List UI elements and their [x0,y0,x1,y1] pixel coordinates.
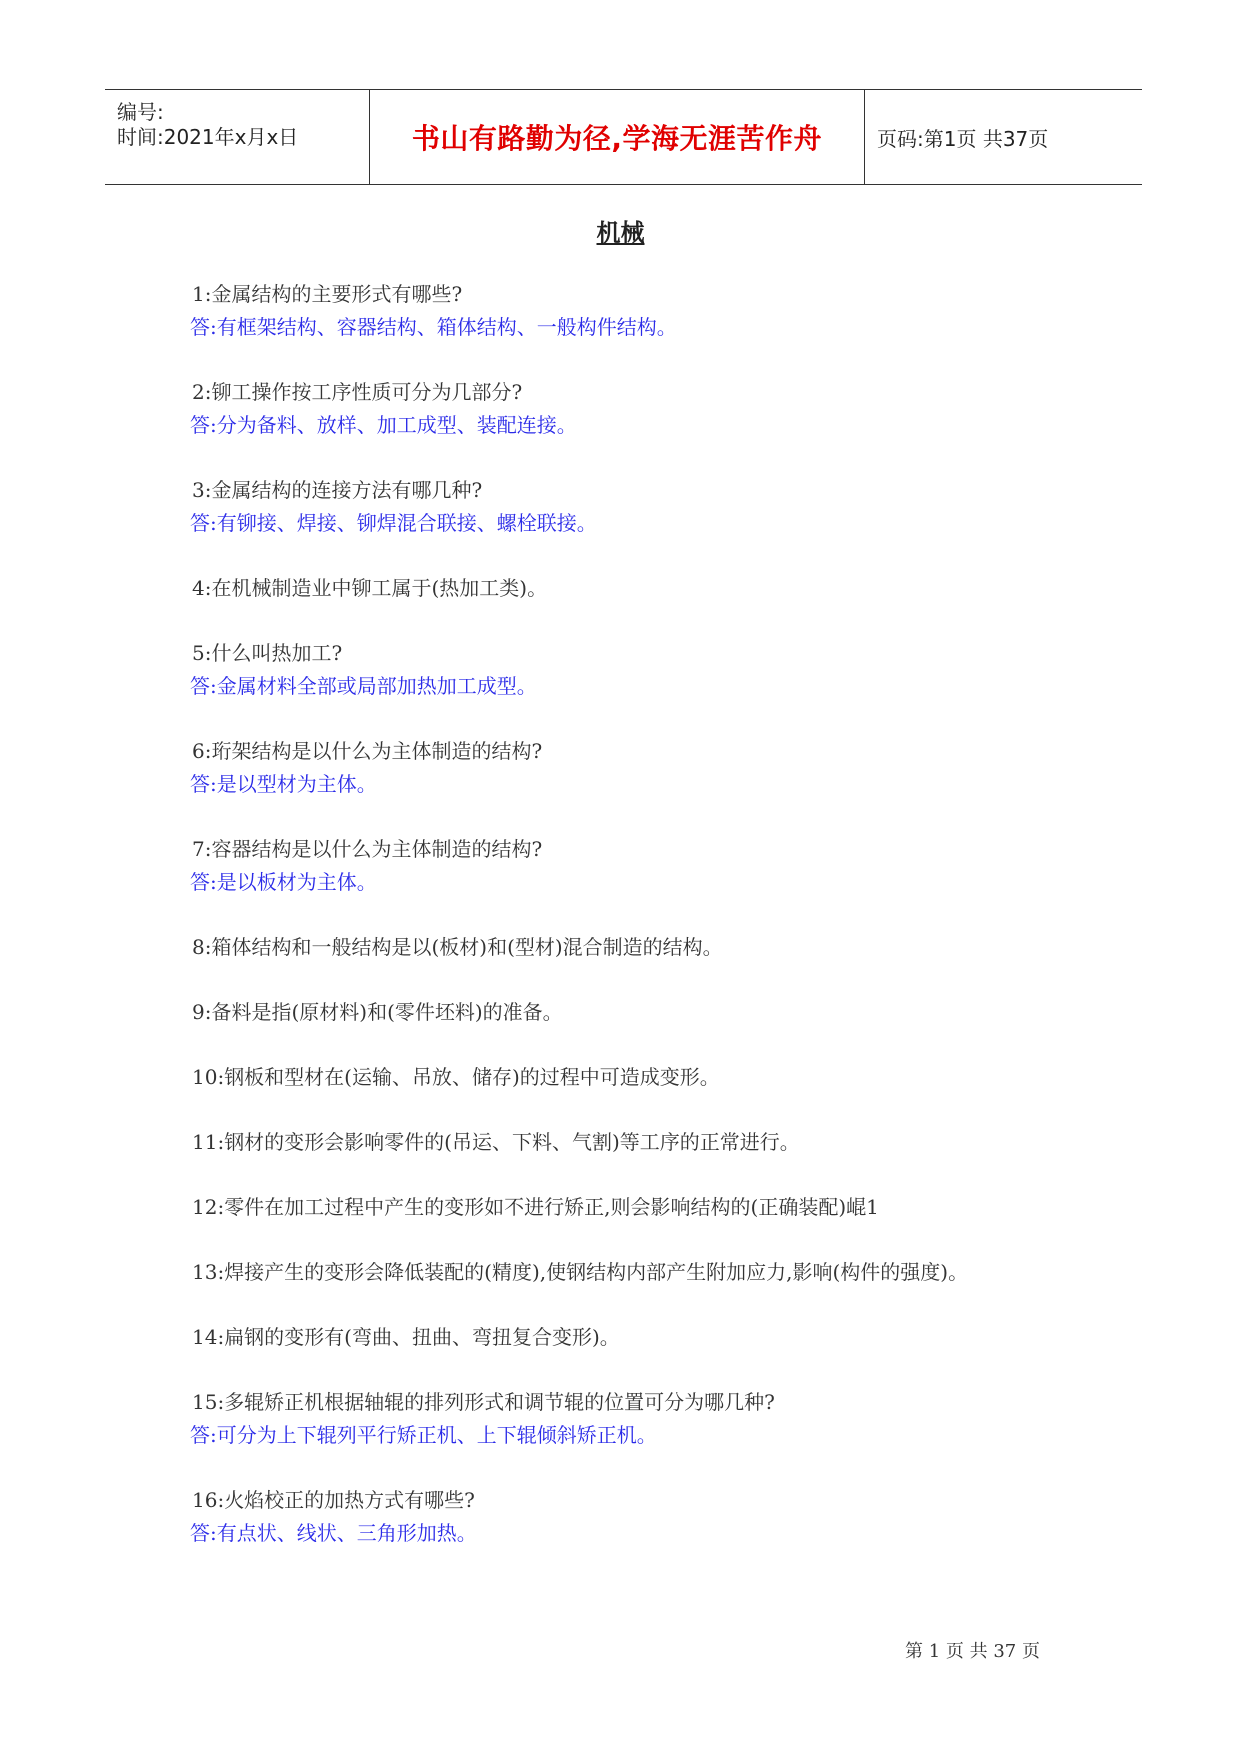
answer-text: 答:有铆接、焊接、铆焊混合联接、螺栓联接。 [190,511,597,535]
qa-item [190,1321,1070,1354]
page-title: 机械 [596,218,645,247]
qa-item [190,1191,1070,1224]
question-text: 9:备料是指(原材料)和(零件坯料)的准备。 [192,1000,563,1024]
question-text: 12:零件在加工过程中产生的变形如不进行矫正,则会影响结构的(正确装配)崐1 [192,1195,879,1219]
answer-text: 答:是以板材为主体。 [190,870,377,894]
answer-text: 答:可分为上下辊列平行矫正机、上下辊倾斜矫正机。 [190,1423,657,1447]
qa-item [190,1126,1070,1159]
qa-item [190,376,1070,442]
question-text: 8:箱体结构和一般结构是以(板材)和(型材)混合制造的结构。 [192,935,723,959]
answer-text: 答:有框架结构、容器结构、箱体结构、一般构件结构。 [190,315,677,339]
question-text: 5:什么叫热加工? [192,641,343,665]
qa-list [190,278,1070,1582]
question-text: 1:金属结构的主要形式有哪些? [192,282,463,306]
header-table [105,89,1142,185]
answer-text: 答:有点状、线状、三角形加热。 [190,1521,477,1545]
qa-item [190,474,1070,540]
qa-item [190,996,1070,1029]
motto-text: 书山有路勤为径,学海无涯苦作舟 [411,122,823,155]
question-text: 3:金属结构的连接方法有哪几种? [192,478,483,502]
answer-text: 答:分为备料、放样、加工成型、装配连接。 [190,413,577,437]
question-text: 7:容器结构是以什么为主体制造的结构? [192,837,543,861]
question-text: 15:多辊矫正机根据轴辊的排列形式和调节辊的位置可分为哪几种? [192,1390,775,1414]
qa-item [190,833,1070,899]
header-right-cell [865,90,1142,184]
qa-item [190,637,1070,703]
answer-text: 答:金属材料全部或局部加热加工成型。 [190,674,537,698]
qa-item [190,1386,1070,1452]
question-text: 2:铆工操作按工序性质可分为几部分? [192,380,523,404]
page-footer: 第 1 页 共 37 页 [905,1641,1040,1662]
qa-item [190,278,1070,344]
document-number-label: 编号: [117,100,164,124]
question-text: 4:在机械制造业中铆工属于(热加工类)。 [192,576,548,600]
question-text: 16:火焰校正的加热方式有哪些? [192,1488,475,1512]
answer-text: 答:是以型材为主体。 [190,772,377,796]
qa-item [190,1256,1070,1289]
document-time-label: 时间:2021年x月x日 [117,125,299,149]
qa-item [190,572,1070,605]
page-info: 页码:第1页 共37页 [877,126,1049,151]
qa-item [190,1061,1070,1094]
qa-item [190,735,1070,801]
question-text: 6:珩架结构是以什么为主体制造的结构? [192,739,543,763]
header-left-cell [105,90,370,184]
question-text: 13:焊接产生的变形会降低装配的(精度),使钢结构内部产生附加应力,影响(构件的强度)。 [192,1260,969,1284]
question-text: 11:钢材的变形会影响零件的(吊运、下料、气割)等工序的正常进行。 [192,1130,800,1154]
question-text: 10:钢板和型材在(运输、吊放、储存)的过程中可造成变形。 [192,1065,720,1089]
qa-item [190,931,1070,964]
qa-item [190,1484,1070,1550]
question-text: 14:扁钢的变形有(弯曲、扭曲、弯扭复合变形)。 [192,1325,620,1349]
header-middle-cell [370,90,865,184]
